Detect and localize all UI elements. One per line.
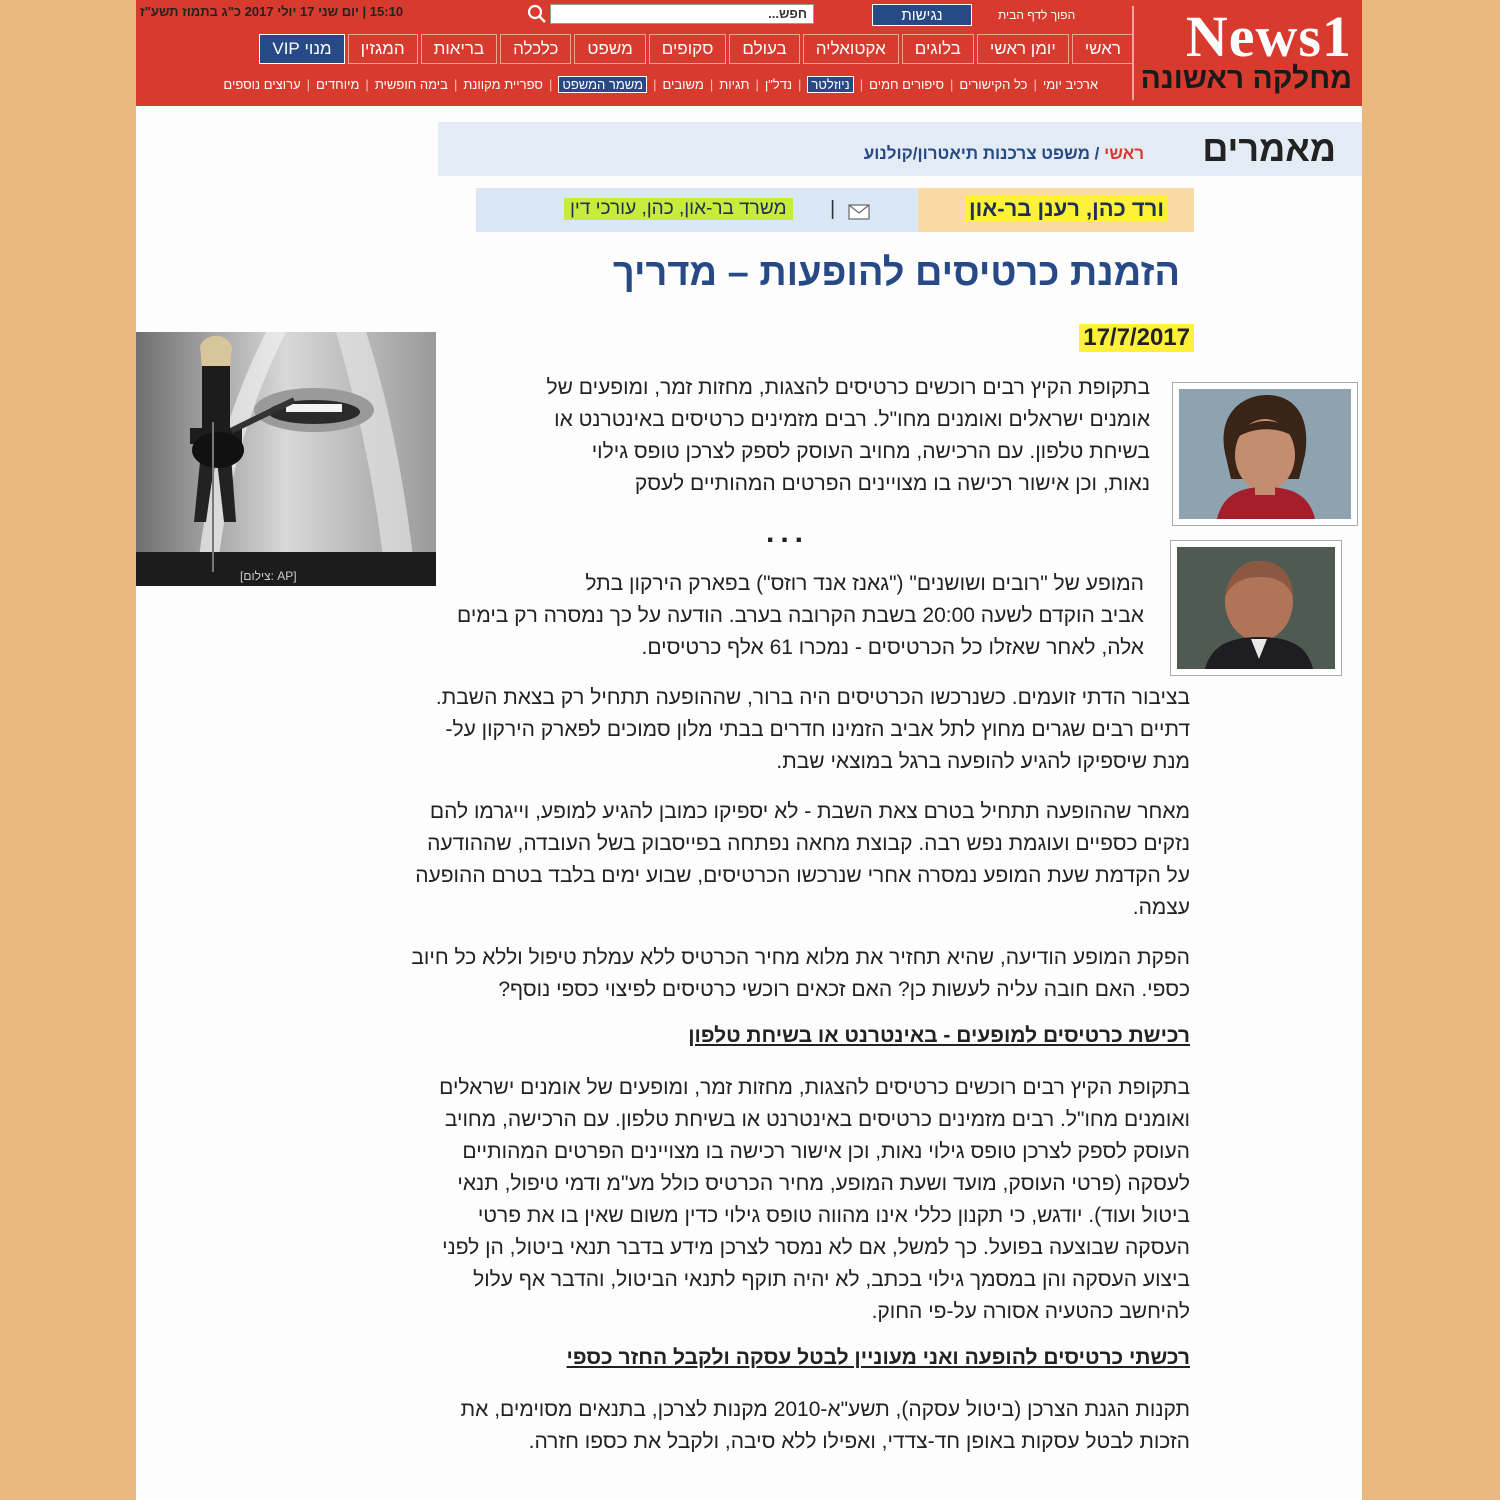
subnav-item[interactable]: כל הקישורים [959,76,1028,92]
text-line: דתיים רבים שגרים מחוץ לתל אביב הזמינו חדרים בבתי מלון סמוכים לפארק הירקון על- [445,718,1190,741]
text-line: בתקופת הקיץ רבים רוכשים כרטיסים להצגות, מחזות זמר, ומופעים של אומנים ישראלים [439,1076,1190,1099]
text-line: על הקדמת שעת המופע נמסרה אחרי שנרכשו הכרטיסים, שבוע ימים בלבד בטרם ההופעה [415,864,1190,887]
breadcrumb-categories[interactable]: משפט צרכנות תיאטרון/קולנוע [863,144,1090,163]
sub-nav: ארכיב יומי | כל הקישורים | סיפורים חמים | ניוזלטר | נדל"ן | תגיות | משובים | משמר המשפט | ספריית מקוונת | בימה חופשית | מיוחדים | ערוצים נוספים [223,76,1098,92]
nav-item[interactable]: כלכלה [500,34,571,64]
text-line: בתקופת הקיץ רבים רוכשים כרטיסים להצגות, מחזות זמר, ומופעים של [546,376,1150,399]
subnav-item[interactable]: ניוזלטר [807,76,853,93]
text-line: אומנים ישראלים ואומנים מחו"ל. רבים מזמינים כרטיסים באינטרנט או [554,408,1150,431]
nav-item[interactable]: בלוגים [902,34,974,64]
subnav-item[interactable]: ערוצים נוספים [223,76,301,92]
text-line: בשיחת טלפון. עם הרכישה, מחויב העוסק לספק לצרכן טופס גילוי [591,440,1150,463]
author-separator: | [830,198,836,220]
author-photo-vered [1172,382,1358,526]
article-headline: הזמנת כרטיסים להופעות – מדריך [612,252,1180,294]
subnav-item[interactable]: בימה חופשית [374,76,448,92]
text-line: הפקת המופע הודיעה, שהיא תחזיר את מלוא מחיר הכרטיס ללא עמלת טיפול וללא כל חיוב [411,946,1190,969]
article-subheading: רכישת כרטיסים למופעים - באינטרנט או בשיחת טלפון [688,1024,1190,1047]
breadcrumb-home[interactable]: ראשי [1104,144,1144,163]
text-line: ביטול ועוד). יודגש, כי תקנון כללי אינו מהווה טופס גילוי כדין משום שאין בו את פרטי [477,1204,1190,1227]
nav-item[interactable]: אקטואליה [803,34,899,64]
nav-item[interactable]: בריאות [421,34,498,64]
text-line: להיחשב כהטעיה אסורה על-פי החוק. [871,1300,1190,1323]
text-line: אביב הוקדם לשעה 20:00 בשבת הקרובה בערב. הודעה על כך נמסרה רק בימים [457,604,1144,627]
nav-item[interactable]: סקופים [649,34,727,64]
author-photo-raanan [1170,540,1342,676]
subnav-item[interactable]: ספריית מקוונת [463,76,543,92]
text-line: כספי. האם חובה עליה לעשות כן? האם זכאים רוכשי כרטיסים לפיצוי כספי נוסף? [498,978,1190,1001]
subnav-item[interactable]: ארכיב יומי [1042,76,1098,92]
section-divider-dots: ... [766,516,810,549]
logo-box[interactable] [1134,0,1362,106]
site-header [136,0,1362,106]
text-line: המופע של "רובים ושושנים" ("גאנז אנד רוזס") בפארק הירקון בתל [585,572,1144,595]
text-line: אלה, לאחר שאזלו כל הכרטיסים - נמכרו 61 אלף כרטיסים. [641,636,1144,659]
text-line: תקנות הגנת הצרכן (ביטול עסקה), תשע"א-2010 מקנות לצרכן, בתנאים מסוימים, את [460,1398,1190,1421]
subnav-item[interactable]: מיוחדים [316,76,360,92]
text-line: לעסקה (פרטי העוסק, מועד ושעת המופע, מחיר הכרטיס כולל מע"מ ודמי טיפול, תנאי [457,1172,1190,1195]
site-logo[interactable]: News1 [1185,4,1352,69]
text-line: בציבור הדתי זועמים. כשנרכשו הכרטיסים היה ברור, שההופעה תתחיל רק בצאת השבת. [435,686,1190,709]
text-line: נאות, וכן אישור רכישה בו מצויינים הפרטים המהותיים לעסק [634,472,1150,495]
text-line: עצמה. [1132,896,1190,919]
article-paragraph [290,682,1190,778]
site-logo-subtitle: מחלקה ראשונה [1140,62,1352,95]
nav-vip-button[interactable]: מנוי VIP [259,34,344,64]
breadcrumb [864,144,1144,164]
text-line: העוסק לספק לצרכן טופס גילוי נאות, וכן אישור רכישה בו מצויינים הפרטים המהותיים [462,1140,1190,1163]
main-nav [136,34,1134,66]
article-paragraph [290,796,1190,924]
text-line: ואומנים מחו"ל. רבים מזמינים כרטיסים באינטרנט או בשיחת טלפון. עם הרכישה, מחויב [444,1108,1190,1131]
article-paragraph [284,568,1144,664]
nav-item[interactable]: משפט [574,34,645,64]
article-paragraph [290,942,1190,1006]
breadcrumb-separator: / [1094,144,1100,163]
article-date: 17/7/2017 [1079,324,1194,352]
subnav-item[interactable]: סיפורים חמים [869,76,944,92]
photo-credit: [צילום: AP] [240,569,297,583]
page-sheet [136,0,1362,1500]
accessibility-button[interactable]: נגישות [872,4,972,26]
text-line: הזכות לבטל עסקות באופן חד-צדדי, ואפילו ללא סיבה, ולקבל את כספו חזרה. [528,1430,1190,1453]
text-line: נזקים כספיים ועוגמת נפש רבה. קבוצת מחאה נפתחה בפייסבוק בשל העובדה, שההודעה [427,832,1190,855]
set-homepage-link[interactable]: הפוך לדף הבית [998,8,1076,22]
search-icon[interactable] [526,3,548,25]
search-input[interactable]: חפש... [550,4,814,24]
author-name[interactable]: ורד כהן, רענן בר-און [965,196,1168,222]
text-line: מאחר שההופעה תתחיל בטרם צאת השבת - לא יספיקו כמובן להגיע למופע, וייגרמו להם [429,800,1190,823]
subnav-item[interactable]: נדל"ן [764,76,793,92]
text-line: ביצוע העסקה והן במסמך גילוי בכתב, לא יהיה תוקף לתנאי הביטול, והדבר אף עלול [473,1268,1190,1291]
mail-icon[interactable] [848,204,870,220]
text-line: העסקה שבוצעה בפועל. כך למשל, אם לא נמסר לצרכן מידע בדבר תנאי ביטול, הן לפני [442,1236,1190,1259]
subnav-item[interactable]: משמר המשפט [558,76,647,93]
article-paragraph [290,1072,1190,1328]
article-intro [390,372,1150,500]
section-title: מאמרים [1202,128,1336,169]
subnav-item[interactable]: תגיות [719,76,750,92]
nav-item[interactable]: בעולם [729,34,799,64]
text-line: מנת שיספיקו להגיע להופעה ברגל במוצאי שבת. [776,750,1190,773]
nav-item[interactable]: ראשי [1072,34,1134,64]
date-time: 15:10 | יום שני 17 יולי 2017 כ"ג בתמוז תשע"ז [140,4,404,19]
nav-item[interactable]: המגזין [348,34,418,64]
subnav-item[interactable]: משובים [662,76,704,92]
article-subheading: רכשתי כרטיסים להופעה ואני מעוניין לבטל עסקה ולקבל החזר כספי [566,1346,1190,1369]
article-paragraph [290,1394,1190,1458]
law-firm-link[interactable]: משרד בר-און, כהן, עורכי דין [564,198,793,220]
nav-item[interactable]: יומן ראשי [977,34,1069,64]
